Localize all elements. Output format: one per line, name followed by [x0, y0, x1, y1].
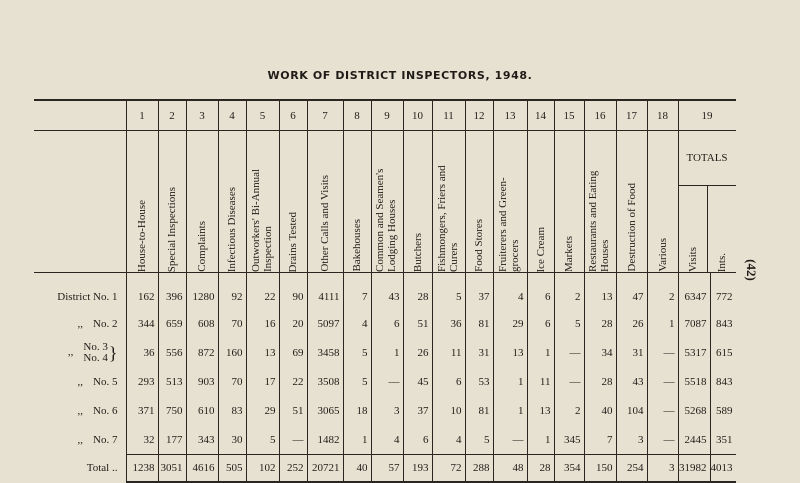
- total-cell: 48: [493, 455, 527, 483]
- table-cell: 345: [554, 425, 584, 455]
- table-cell: 1: [493, 367, 527, 396]
- column-header: [343, 131, 371, 273]
- table-cell: 1: [527, 338, 554, 367]
- column-header-label: Fruiterers and Green-grocers: [497, 177, 521, 272]
- table-row: [34, 338, 736, 367]
- table-cell: 1482: [307, 425, 343, 455]
- table-cell: 45: [403, 367, 432, 396]
- table-cell: 6: [432, 367, 465, 396]
- table-cell: —: [647, 396, 678, 425]
- table-cell: 34: [584, 338, 616, 367]
- column-header-label: Common and Seamen's Lodging Houses: [374, 168, 398, 272]
- table-cell: 81: [465, 396, 493, 425]
- table-cell: 69: [279, 338, 307, 367]
- table-cell: 4: [493, 273, 527, 310]
- table-row: [34, 309, 736, 338]
- table-cell: 16: [246, 309, 279, 338]
- page-title: WORK OF DISTRICT INSPECTORS, 1948.: [267, 69, 533, 82]
- row-label: [34, 425, 126, 455]
- totals-subheader: Visits: [686, 246, 699, 272]
- total-cell: 28: [527, 455, 554, 483]
- row-label-text: No. 5: [93, 375, 118, 388]
- table-cell: 872: [186, 338, 218, 367]
- table-cell: 293: [126, 367, 158, 396]
- column-number: 18: [647, 100, 678, 131]
- table-cell: —: [647, 425, 678, 455]
- brace-glyph: }: [108, 342, 118, 363]
- ditto-mark: ,,: [67, 346, 74, 359]
- column-header: [616, 131, 647, 273]
- table-cell: 20: [279, 309, 307, 338]
- column-header: [158, 131, 186, 273]
- column-header: [432, 131, 465, 273]
- total-cell: 57: [371, 455, 403, 483]
- column-header-label: Destruction of Food: [625, 183, 638, 272]
- table-cell: 26: [616, 309, 647, 338]
- table-cell: —: [279, 425, 307, 455]
- table-cell: 343: [186, 425, 218, 455]
- table-cell: 32: [126, 425, 158, 455]
- table-cell: 36: [432, 309, 465, 338]
- table-cell: 31: [616, 338, 647, 367]
- column-number: 5: [246, 100, 279, 131]
- column-header: [554, 131, 584, 273]
- column-number: 17: [616, 100, 647, 131]
- total-cell: 150: [584, 455, 616, 483]
- table-cell: 4: [432, 425, 465, 455]
- table-cell: —: [647, 367, 678, 396]
- table-cell: 162: [126, 273, 158, 310]
- total-cell: 505: [218, 455, 246, 483]
- table-cell: 659: [158, 309, 186, 338]
- column-header: [126, 131, 158, 273]
- table-cell: 28: [584, 367, 616, 396]
- table-cell: 1: [527, 425, 554, 455]
- table-cell: 92: [218, 273, 246, 310]
- table-row: [34, 273, 736, 310]
- column-header-label: House-to-House: [136, 199, 148, 272]
- column-number-row: [34, 100, 736, 131]
- table-cell: 36: [126, 338, 158, 367]
- table-cell: 70: [218, 367, 246, 396]
- table-cell: 4: [371, 425, 403, 455]
- column-header-label: Infectious Diseases: [226, 186, 238, 272]
- column-header-label: Markets: [563, 235, 575, 272]
- column-number: 16: [584, 100, 616, 131]
- total-cell: 72: [432, 455, 465, 483]
- table-cell: 2445: [678, 425, 710, 455]
- column-number: 14: [527, 100, 554, 131]
- column-header: [647, 131, 678, 273]
- table-cell: 30: [218, 425, 246, 455]
- column-header-label: Various: [656, 238, 669, 272]
- column-header: [186, 131, 218, 273]
- table-cell: 610: [186, 396, 218, 425]
- table-cell: 40: [584, 396, 616, 425]
- table-cell: 5: [554, 309, 584, 338]
- column-header-label: Special Inspections: [166, 186, 178, 272]
- ditto-mark: ,,: [77, 433, 84, 446]
- column-header: [246, 131, 279, 273]
- row-label: [34, 338, 126, 367]
- table-cell: 750: [158, 396, 186, 425]
- table-row: [34, 367, 736, 396]
- table-cell: 5: [432, 273, 465, 310]
- total-cell: 3051: [158, 455, 186, 483]
- column-header-row: [34, 131, 736, 273]
- table-cell: 608: [186, 309, 218, 338]
- column-number: 2: [158, 100, 186, 131]
- total-cell: 40: [343, 455, 371, 483]
- table-cell: 589: [710, 396, 736, 425]
- table-cell: 11: [527, 367, 554, 396]
- table-cell: 53: [465, 367, 493, 396]
- row-label: [34, 273, 126, 310]
- column-number: 6: [279, 100, 307, 131]
- table-cell: 2: [554, 396, 584, 425]
- row-label-part: No. 4: [83, 351, 108, 364]
- column-header-label: Ice Cream: [534, 226, 547, 272]
- row-label-text: District No. 1: [57, 291, 118, 303]
- table-cell: 7: [343, 273, 371, 310]
- row-label-text: No. 2: [93, 317, 118, 330]
- row-label-text: No. 6: [93, 404, 118, 417]
- table-cell: —: [647, 338, 678, 367]
- total-cell: 4616: [186, 455, 218, 483]
- table-cell: —: [371, 367, 403, 396]
- total-cell: 31982: [678, 455, 710, 483]
- table-cell: 5317: [678, 338, 710, 367]
- table-cell: 772: [710, 273, 736, 310]
- table-row: [34, 396, 736, 425]
- table-cell: 7: [584, 425, 616, 455]
- table-cell: 43: [616, 367, 647, 396]
- table-cell: 13: [493, 338, 527, 367]
- column-number: 12: [465, 100, 493, 131]
- table-cell: 4: [343, 309, 371, 338]
- table-cell: 28: [403, 273, 432, 310]
- totals-subheader: Ints.: [715, 252, 728, 272]
- table-cell: 351: [710, 425, 736, 455]
- table-cell: 13: [584, 273, 616, 310]
- column-header: [493, 131, 527, 273]
- table-cell: 1: [343, 425, 371, 455]
- table-cell: 843: [710, 367, 736, 396]
- table-cell: 22: [279, 367, 307, 396]
- totals-header: [678, 131, 736, 273]
- table-cell: 18: [343, 396, 371, 425]
- column-header: [584, 131, 616, 273]
- table-cell: 5268: [678, 396, 710, 425]
- column-header: [403, 131, 432, 273]
- row-label: [34, 309, 126, 338]
- column-number: 7: [307, 100, 343, 131]
- total-cell: 20721: [307, 455, 343, 483]
- table-cell: 5: [465, 425, 493, 455]
- table-cell: —: [554, 338, 584, 367]
- column-header-label: Restaurants and Eating Houses: [587, 170, 611, 272]
- table-cell: 2: [554, 273, 584, 310]
- table-cell: 5: [343, 338, 371, 367]
- table-cell: 51: [403, 309, 432, 338]
- row-label: [34, 396, 126, 425]
- column-header: [279, 131, 307, 273]
- column-number: 1: [126, 100, 158, 131]
- table-cell: 29: [493, 309, 527, 338]
- table-cell: 7087: [678, 309, 710, 338]
- column-header-label: Fishmongers, Friers and Curers: [435, 165, 460, 272]
- total-cell: 252: [279, 455, 307, 483]
- table-cell: 3508: [307, 367, 343, 396]
- table-cell: 396: [158, 273, 186, 310]
- table-cell: 22: [246, 273, 279, 310]
- total-row: [34, 455, 736, 483]
- row-label-text: No. 7: [93, 433, 118, 446]
- row-label-part: No. 3: [83, 340, 108, 353]
- table-cell: 90: [279, 273, 307, 310]
- column-number: 10: [403, 100, 432, 131]
- table-cell: 11: [432, 338, 465, 367]
- table-cell: 81: [465, 309, 493, 338]
- column-number: 9: [371, 100, 403, 131]
- column-number: 19: [678, 100, 736, 131]
- table-cell: 37: [403, 396, 432, 425]
- column-header-label: Complaints: [196, 221, 208, 272]
- column-header-label: Other Calls and Visits: [319, 175, 331, 272]
- total-cell: 354: [554, 455, 584, 483]
- table-cell: 29: [246, 396, 279, 425]
- row-label: [34, 367, 126, 396]
- total-cell: 102: [246, 455, 279, 483]
- column-header: [527, 131, 554, 273]
- table-cell: 6347: [678, 273, 710, 310]
- total-cell: 3: [647, 455, 678, 483]
- table-cell: 3: [371, 396, 403, 425]
- column-header-label: Drains Tested: [287, 211, 299, 272]
- table-cell: 160: [218, 338, 246, 367]
- table-cell: 13: [246, 338, 279, 367]
- table-cell: 344: [126, 309, 158, 338]
- table-cell: 513: [158, 367, 186, 396]
- table-cell: 843: [710, 309, 736, 338]
- table-cell: 26: [403, 338, 432, 367]
- table-cell: —: [493, 425, 527, 455]
- column-header: [218, 131, 246, 273]
- table-cell: 1: [493, 396, 527, 425]
- table-cell: 13: [527, 396, 554, 425]
- table-cell: 5: [246, 425, 279, 455]
- table-cell: 6: [403, 425, 432, 455]
- total-cell: 1238: [126, 455, 158, 483]
- table-cell: 1: [371, 338, 403, 367]
- ditto-mark: ,,: [77, 375, 84, 388]
- table-cell: 4111: [307, 273, 343, 310]
- inspections-table: [34, 99, 736, 483]
- table-cell: 10: [432, 396, 465, 425]
- table-cell: 17: [246, 367, 279, 396]
- table-cell: 5: [343, 367, 371, 396]
- table-cell: 2: [647, 273, 678, 310]
- table-cell: —: [554, 367, 584, 396]
- column-header-label: Food Stores: [473, 219, 485, 272]
- column-header: [465, 131, 493, 273]
- column-header: [371, 131, 403, 273]
- ditto-mark: ,,: [77, 317, 84, 330]
- column-header-label: Bakehouses: [351, 219, 363, 272]
- column-number: 8: [343, 100, 371, 131]
- table-cell: 47: [616, 273, 647, 310]
- table-cell: 6: [371, 309, 403, 338]
- table-cell: 3458: [307, 338, 343, 367]
- column-number: 15: [554, 100, 584, 131]
- table-cell: 28: [584, 309, 616, 338]
- table-cell: 6: [527, 309, 554, 338]
- total-label: Total ..: [86, 462, 118, 475]
- table-cell: 70: [218, 309, 246, 338]
- page-number: (42): [743, 259, 759, 281]
- table-cell: 5097: [307, 309, 343, 338]
- table-cell: 51: [279, 396, 307, 425]
- total-cell: 288: [465, 455, 493, 483]
- column-header: [307, 131, 343, 273]
- ditto-mark: ,,: [77, 404, 84, 417]
- table-cell: 104: [616, 396, 647, 425]
- table-cell: 3065: [307, 396, 343, 425]
- column-number: 11: [432, 100, 465, 131]
- table-cell: 615: [710, 338, 736, 367]
- column-header-label: Butchers: [411, 232, 424, 272]
- table-cell: 903: [186, 367, 218, 396]
- table-cell: 5518: [678, 367, 710, 396]
- column-number: 4: [218, 100, 246, 131]
- table-cell: 1: [647, 309, 678, 338]
- column-number: 3: [186, 100, 218, 131]
- total-cell: 4013: [710, 455, 736, 483]
- column-number: 13: [493, 100, 527, 131]
- table-cell: 83: [218, 396, 246, 425]
- totals-label: TOTALS: [679, 131, 736, 186]
- table-cell: 556: [158, 338, 186, 367]
- table-cell: 1280: [186, 273, 218, 310]
- table-cell: 6: [527, 273, 554, 310]
- table-cell: 43: [371, 273, 403, 310]
- column-header-label: Outworkers' Bi-Annual Inspection: [249, 168, 274, 272]
- table-cell: 37: [465, 273, 493, 310]
- total-cell: 193: [403, 455, 432, 483]
- table-cell: 371: [126, 396, 158, 425]
- table-row: [34, 425, 736, 455]
- table-cell: 177: [158, 425, 186, 455]
- total-cell: 254: [616, 455, 647, 483]
- table-cell: 3: [616, 425, 647, 455]
- table-cell: 31: [465, 338, 493, 367]
